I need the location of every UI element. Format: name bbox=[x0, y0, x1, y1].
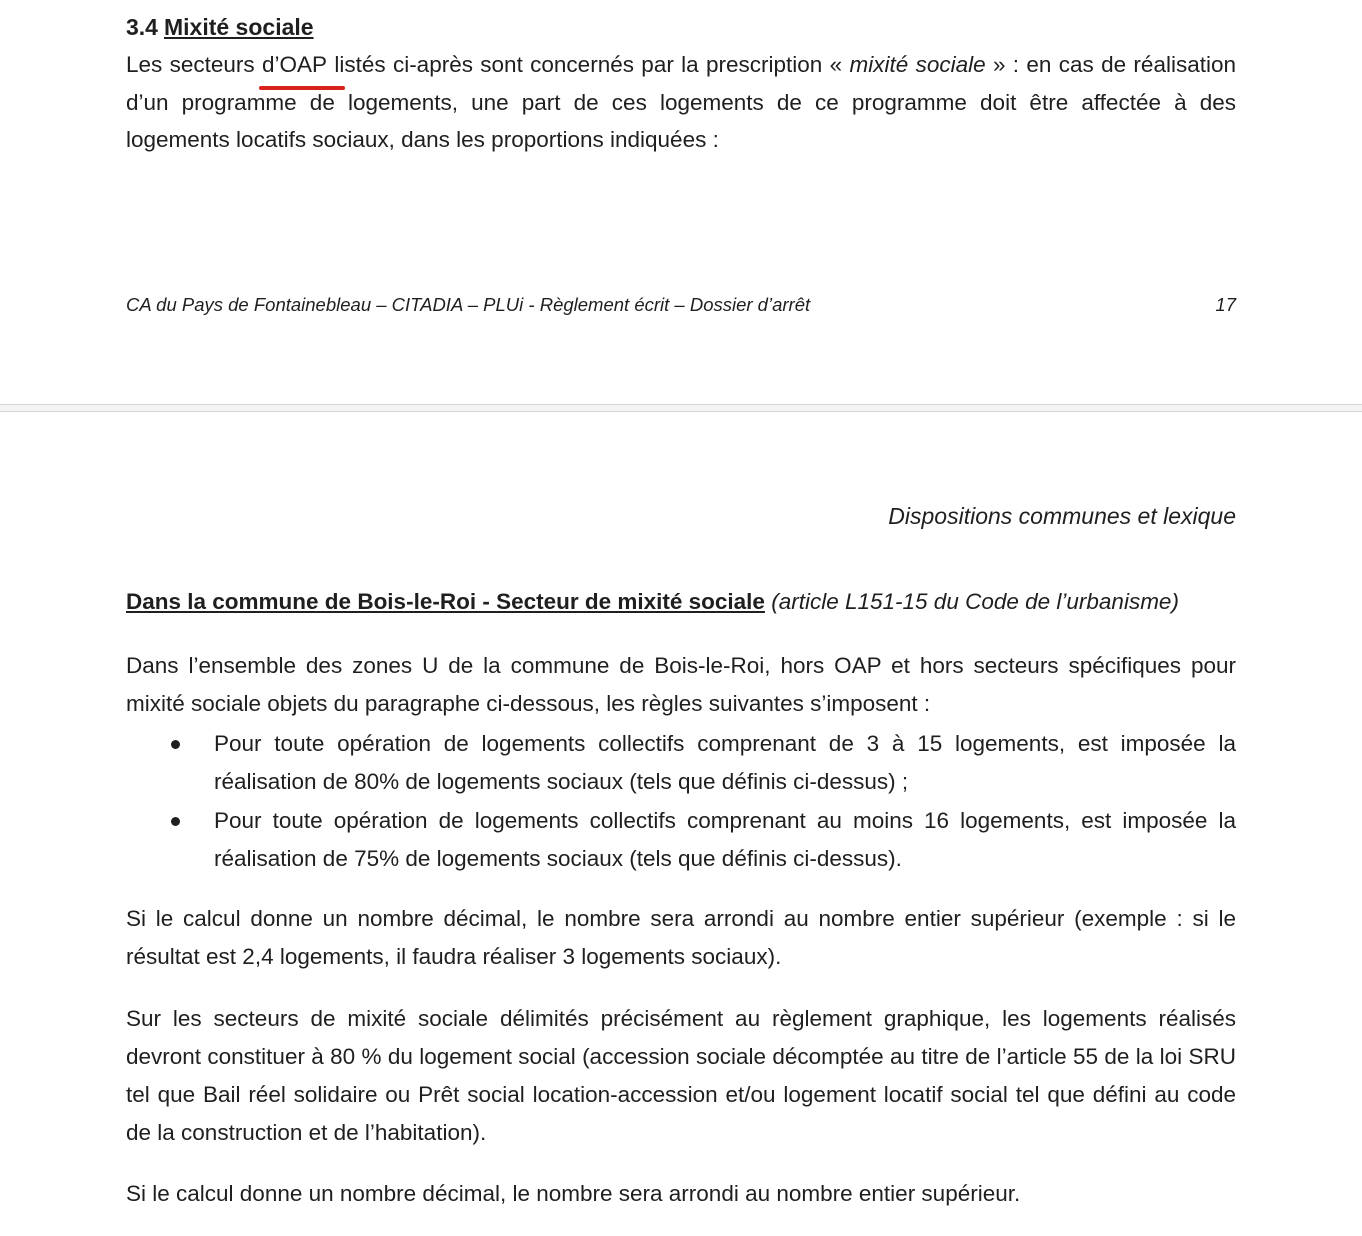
document-page-bottom bbox=[0, 412, 1362, 1236]
paragraph-rounding-example[interactable]: Si le calcul donne un nombre décimal, le nombre sera arrondi au nombre entier supérieur (exemple : si le résultat est 2,4 logements, il faudra réaliser 3 logements sociaux). bbox=[126, 906, 1236, 969]
bullet-icon bbox=[171, 817, 180, 826]
section-number: 3.4 bbox=[126, 14, 158, 40]
rules-bullet-list bbox=[126, 725, 1236, 879]
list-item-text: Pour toute opération de logements collectifs comprenant de 3 à 15 logements, est imposée la réalisation de 80% de logements sociaux (tels que définis ci-dessus) ; bbox=[214, 731, 1236, 794]
commune-heading-title: Dans la commune de Bois-le-Roi - Secteur de mixité sociale bbox=[126, 589, 765, 614]
misspelled-word-oap[interactable] bbox=[262, 46, 327, 84]
paragraph-mixite-sectors[interactable]: Sur les secteurs de mixité sociale délimités précisément au règlement graphique, les logements réalisés devront constituer à 80 % du logement social (accession sociale décomptée au titre de l’article 55 de la loi SRU tel que Bail réel solidaire ou Prêt social location-accession et/ou logement locatif social tel que défini au code de la construction et de l’habitation). bbox=[126, 1006, 1236, 1145]
commune-heading bbox=[126, 586, 1236, 618]
paragraph-zones-u[interactable]: Dans l’ensemble des zones U de la commune de Bois-le-Roi, hors OAP et hors secteurs spécifiques pour mixité sociale objets du paragraphe ci-dessous, les règles suivantes s’imposent : bbox=[126, 653, 1236, 716]
section-heading bbox=[126, 11, 314, 43]
commune-heading-reference: (article L151-15 du Code de l’urbanisme) bbox=[771, 589, 1179, 614]
spellcheck-underline bbox=[259, 86, 345, 90]
oap-word-text: d’OAP bbox=[261, 52, 328, 77]
list-item[interactable] bbox=[126, 802, 1236, 878]
intro-text-part1: Les secteurs bbox=[126, 52, 262, 77]
document-page-top bbox=[0, 0, 1362, 404]
section-title: Mixité sociale bbox=[163, 14, 314, 40]
paragraph-rounding-rule[interactable]: Si le calcul donne un nombre décimal, le nombre sera arrondi au nombre entier supérieur. bbox=[126, 1181, 1021, 1206]
intro-paragraph[interactable] bbox=[126, 46, 1236, 159]
intro-text-part3: » : en cas de réalisation d’un programme de logements, une part de ces logements de ce programme doit être affectée à des logements locatifs sociaux, dans les proportions indiquées : bbox=[126, 52, 1236, 152]
intro-text-part2: listés ci-après sont concernés par la prescription « bbox=[327, 52, 850, 77]
footer-page-number: 17 bbox=[1215, 294, 1236, 315]
running-header: Dispositions communes et lexique bbox=[888, 503, 1236, 529]
page-footer bbox=[126, 293, 1236, 317]
footer-text: CA du Pays de Fontainebleau – CITADIA – PLUi - Règlement écrit – Dossier d’arrêt bbox=[126, 294, 811, 315]
intro-italic-term: mixité sociale bbox=[849, 52, 986, 77]
bullet-icon bbox=[171, 740, 180, 749]
page-separator bbox=[0, 404, 1362, 412]
list-item[interactable] bbox=[126, 725, 1236, 801]
list-item-text: Pour toute opération de logements collectifs comprenant au moins 16 logements, est imposée la réalisation de 75% de logements sociaux (tels que définis ci-dessus). bbox=[214, 808, 1236, 871]
